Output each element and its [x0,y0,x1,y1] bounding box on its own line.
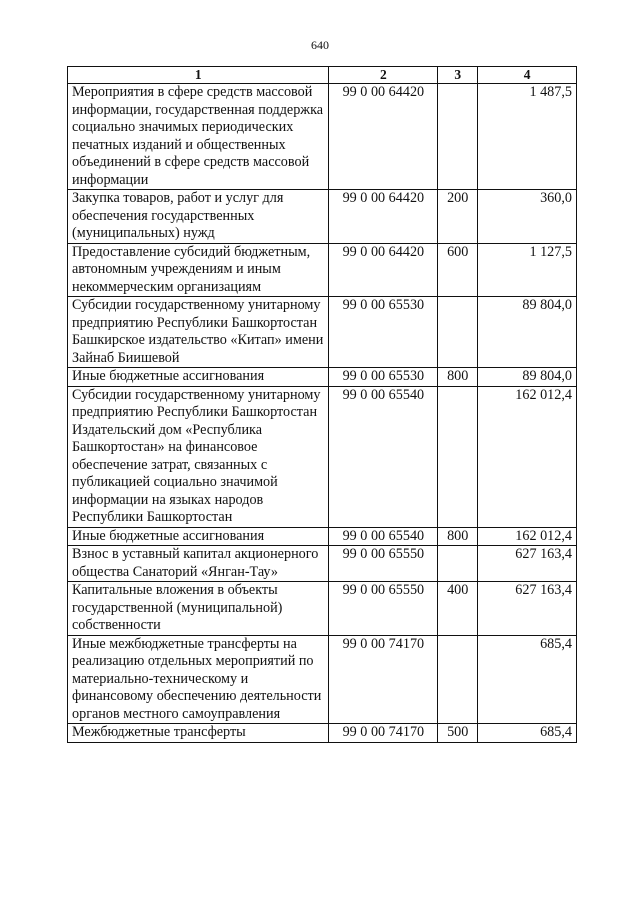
row-amount-cell: 685,4 [478,724,577,743]
row-name-cell: Взнос в уставный капитал акционерного общества Санаторий «Янган-Тау» [68,546,329,582]
row-name-cell: Мероприятия в сфере средств массовой информации, государственная поддержка социально значимых периодических печатных изданий и общественных объединений в сфере средств массовой информации [68,84,329,190]
row-amount-cell: 685,4 [478,635,577,724]
table-row [68,84,577,190]
row-type-cell [438,635,478,724]
row-code-cell: 99 0 00 64420 [329,190,438,244]
row-name-cell: Субсидии государственному унитарному предприятию Республики Башкортостан Издательский дом «Республика Башкортостан» на финансовое обеспечение затрат, связанных с публикацией социально значимой информации на языках народов Республики Башкортостан [68,386,329,527]
row-name-cell: Иные бюджетные ассигнования [68,368,329,387]
row-code-cell: 99 0 00 74170 [329,635,438,724]
column-header-type: 3 [438,67,478,84]
row-type-cell: 800 [438,527,478,546]
budget-table [67,66,577,743]
row-name-cell: Закупка товаров, работ и услуг для обеспечения государственных (муниципальных) нужд [68,190,329,244]
row-amount-cell: 89 804,0 [478,297,577,368]
table-row [68,386,577,527]
table-row [68,724,577,743]
row-amount-cell: 1 127,5 [478,243,577,297]
row-type-cell [438,386,478,527]
row-amount-cell: 89 804,0 [478,368,577,387]
row-type-cell [438,546,478,582]
row-name-cell: Иные бюджетные ассигнования [68,527,329,546]
row-code-cell: 99 0 00 64420 [329,84,438,190]
table-row [68,635,577,724]
table-row [68,297,577,368]
table-header-row [68,67,577,84]
table-row [68,368,577,387]
row-code-cell: 99 0 00 65540 [329,386,438,527]
row-amount-cell: 360,0 [478,190,577,244]
row-name-cell: Капитальные вложения в объекты государственной (муниципальной) собственности [68,582,329,636]
row-amount-cell: 162 012,4 [478,386,577,527]
row-code-cell: 99 0 00 65550 [329,582,438,636]
row-code-cell: 99 0 00 65550 [329,546,438,582]
page-number: 640 [311,38,329,52]
row-name-cell: Межбюджетные трансферты [68,724,329,743]
row-amount-cell: 627 163,4 [478,546,577,582]
row-code-cell: 99 0 00 65530 [329,368,438,387]
column-header-name: 1 [68,67,329,84]
row-type-cell [438,297,478,368]
row-code-cell: 99 0 00 64420 [329,243,438,297]
table-row [68,190,577,244]
table-body [68,84,577,743]
column-header-code: 2 [329,67,438,84]
row-type-cell: 200 [438,190,478,244]
row-amount-cell: 1 487,5 [478,84,577,190]
row-type-cell: 500 [438,724,478,743]
table-row [68,582,577,636]
row-amount-cell: 627 163,4 [478,582,577,636]
row-name-cell: Предоставление субсидий бюджетным, автономным учреждениям и иным некоммерческим организациям [68,243,329,297]
row-amount-cell: 162 012,4 [478,527,577,546]
row-name-cell: Субсидии государственному унитарному предприятию Республики Башкортостан Башкирское издательство «Китап» имени Зайнаб Биишевой [68,297,329,368]
row-type-cell [438,84,478,190]
row-type-cell: 600 [438,243,478,297]
column-header-amount: 4 [478,67,577,84]
row-type-cell: 800 [438,368,478,387]
table-row [68,243,577,297]
row-code-cell: 99 0 00 74170 [329,724,438,743]
row-code-cell: 99 0 00 65540 [329,527,438,546]
table-row [68,546,577,582]
row-type-cell: 400 [438,582,478,636]
table-row [68,527,577,546]
row-code-cell: 99 0 00 65530 [329,297,438,368]
row-name-cell: Иные межбюджетные трансферты на реализацию отдельных мероприятий по материально-техническому и финансовому обеспечению деятельности органов местного самоуправления [68,635,329,724]
